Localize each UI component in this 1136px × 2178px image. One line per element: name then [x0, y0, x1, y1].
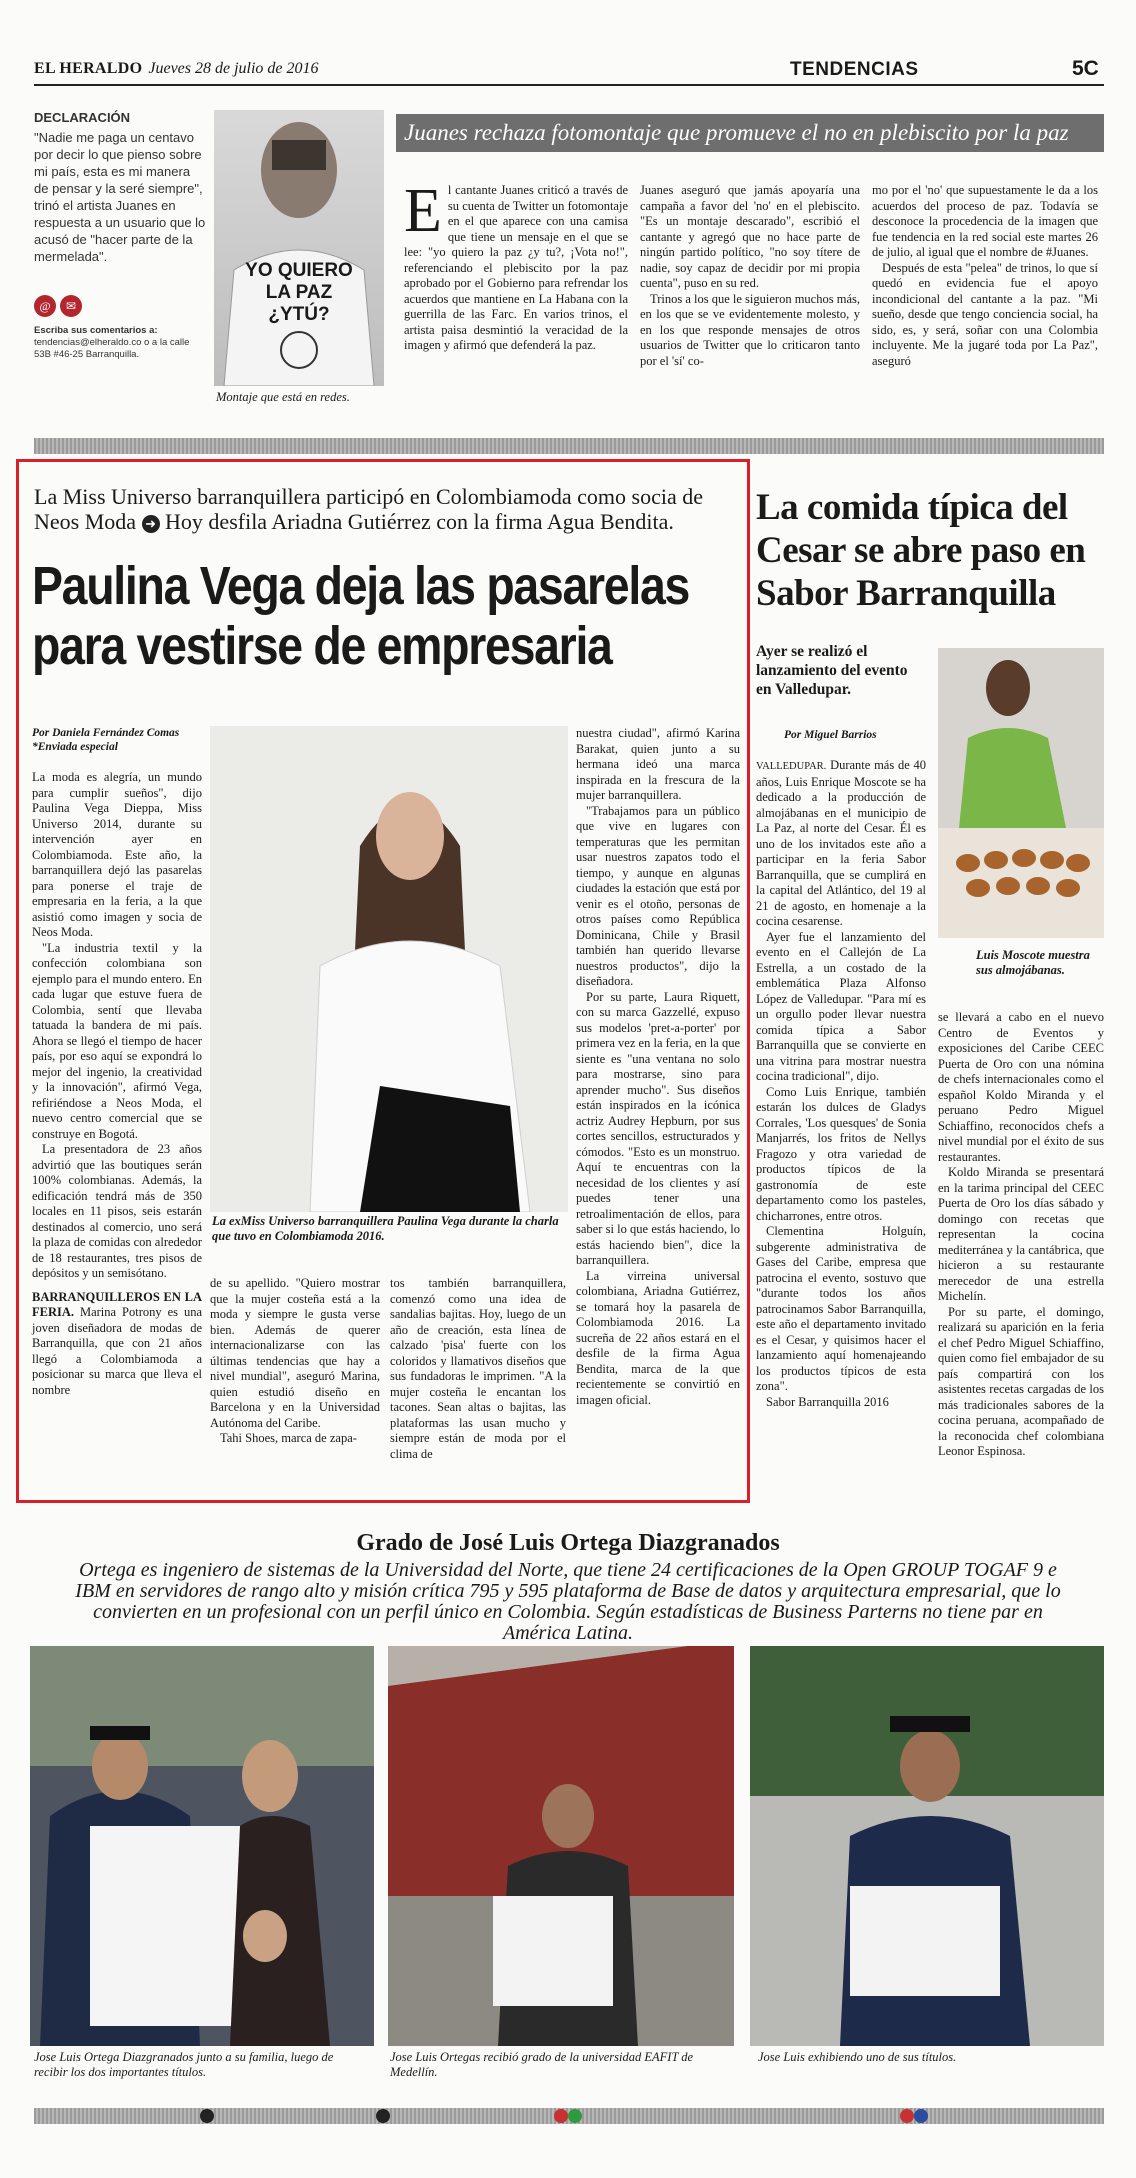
paulina-col-4c: Por su parte, Laura Riquett, con su marca Gazzellé, expuso sus modelos 'pret-a-porter' por primera vez en la feria, en la que siente es "una ventana no solo para mostrarse, sino para aprender mucho". Sus diseños están inspirados en la icónica actriz Audrey Hepburn, por sus cortes sencillos, estructurados y cómodos. "Esto es un monstruo. Aquí te encuentras con la necesidad de los clientes y así puedes tener una retroalimentación de ellos, para saber si lo que estás haciendo, lo estás haciendo bien", dice la barranquillera.	[576, 989, 740, 1267]
juanes-photo	[214, 110, 384, 386]
red-dot	[554, 2109, 568, 2123]
page-number: 5C	[1072, 57, 1099, 80]
declaracion-box	[34, 110, 206, 406]
paulina-col-2	[210, 1276, 380, 1447]
paulina-col-4b: "Trabajamos para un público que vive en lugares con temperaturas que les permitan usar nuestros zapatos todo el tiempo, y aunque en algunas ciudades la estación que está por venir es el otoño, personas de otros países como República Dominicana, Chile y Brasil también han querido llevarse nuestros productos", dijo la diseñadora.	[576, 803, 740, 988]
declaracion-title: DECLARACIÓN	[34, 110, 131, 125]
juanes-illustration	[214, 110, 384, 386]
diploma-caption: Jose Luis exhibiendo uno de sus títulos.	[758, 2050, 957, 2064]
juanes-photo-caption: Montaje que está en redes.	[216, 390, 350, 404]
paulina-col-3a: tos también barranquillera, comenzó como una idea de sandalias bajitas. Hoy, luego de un año de creación, esta línea de calzado 'pisa' fuerte con los coloridos y llamativos diseños que sus fundadoras le imprimen. "A la mujer costeña le encantan los tacones. Sean altas o bajitas, las plataformas las usan mucho y siempre están de moda por el clima de	[390, 1276, 566, 1461]
paulina-col-4d: La virreina universal colombiana, Ariadna Gutiérrez, se tomará hoy la pasarela de Colombiamoda 2016. La sucreña de 22 años estará en el desfile de la firma Agua Bendita, marca de la que recientemente se convirtió en imagen oficial.	[576, 1268, 740, 1407]
paulina-col-1b: "La industria textil y la confección colombiana son ejemplo para el mundo entero. En cada lugar que estuve fuera de Colombia, sentí que llevaba tatuada la bandera de mi país. Ahora se llegó el tiempo de hacer país, por eso aquí se expondrá lo mejor del ingenio, la creatividad y la innovación", afirmó Vega, refiriéndose a Neos Moda, el nuevo centro comercial que se construye en Bogotá.	[32, 940, 202, 1141]
issue-date: Jueves 28 de julio de 2016	[148, 60, 319, 77]
cesar-col-1b: Ayer fue el lanzamiento del evento en el Callejón de La Estrella, a un costado de la emblemática Plaza Alfonso López de Valledupar. "Para mí es un orgullo poder llevar nuestra comida típica a Sabor Barranquilla que se convierte en una vitrina para mostrar nuestra cocina tradicional", dijo.	[756, 929, 926, 1083]
paulina-col-3	[390, 1276, 566, 1462]
juanes-col-2a: Juanes aseguró que jamás apoyaría una campaña a favor del 'no' en el plebiscito. "Es un montaje descarado", escribió el cantante y agregó que no hace parte de ningún partido político, "no soy títere de nadie, soy capaz de decidir por mi propia cuenta", puso en su red.	[640, 183, 860, 290]
paulina-col-4	[576, 726, 740, 1408]
contact-text: tendencias@elheraldo.co o a la calle 53B #46-25 Barranquilla.	[34, 337, 190, 360]
section-divider	[34, 438, 1104, 454]
cesar-col-1e: Sabor Barranquilla 2016	[766, 1394, 889, 1409]
juanes-col-2	[640, 183, 860, 369]
paper-name: EL HERALDO	[34, 60, 143, 77]
registration-marks-4	[900, 2109, 928, 2128]
shirt-line-1: YO QUIERO	[245, 260, 353, 281]
dateline: VALLEDUPAR.	[756, 761, 827, 772]
at-icon: @	[34, 295, 56, 317]
kicker-line-2b: Hoy desfila Ariadna Gutiérrez con la firma Agua Bendita.	[165, 509, 674, 534]
headline-line-2: para vestirse de empresaria	[32, 616, 612, 676]
cesar-col-2	[938, 1010, 1104, 1460]
shirt-text	[214, 260, 384, 326]
kicker-line-2a: Neos Moda	[34, 509, 137, 534]
eafit-caption: Jose Luis Ortegas recibió grado de la universidad EAFIT de Medellín.	[390, 2050, 694, 2079]
dropcap: E	[404, 177, 442, 245]
subhead-barranquilleros: BARRANQUILLEROS EN LA FERIA.	[32, 1289, 202, 1319]
kicker-line-1: La Miss Universo barranquillera participó en Colombiamoda como socia de	[34, 484, 703, 509]
red-dot	[900, 2109, 914, 2123]
contact-icons	[34, 295, 206, 317]
registration-marks-2	[376, 2109, 390, 2128]
juanes-col-3a: mo por el 'no' que supuestamente le da a los acuerdos del proceso de paz. Todavía se desconoce la procedencia de la imagen que fue tendencia en la red social este martes 26 de julio, al igual que el nombre de #Juanes.	[872, 183, 1098, 259]
cesar-col-1c: Como Luis Enrique, también estarán los dulces de Gladys Corrales, 'Los quesques' de Sonia Manjarrés, los fritos de Nellys Fragozo y otra variedad de productos típicos de la gastronomía de este departamento como los pasteles, chicharrones, entre otros.	[756, 1084, 926, 1223]
paulina-illustration	[210, 726, 568, 1212]
juanes-col-3b: Después de esta "pelea" de trinos, lo que sí quedó en evidencia fue el apoyo incondicional del cantante a la paz. "Mi sueño, desde que tengo conciencia social, ha sido, es, y será, soñar con una Colombia incluyente. Me la jugaré toda por La Paz", aseguró	[872, 260, 1098, 368]
declaracion-quote: "Nadie me paga un centavo por decir lo que pienso sobre mi país, esta es mi manera de pensar y la seré siempre", trinó el artista Juanes en respuesta a un usuario que lo acusó de "hacer parte de la mermelada".	[34, 130, 206, 264]
eafit-illustration	[388, 1646, 734, 2046]
cesar-col-1d: Clementina Holguín, subgerente administrativa de Gases del Caribe, empresa que patrocina el evento, sostuvo que "durante todos los años patrocinamos Sabor Barranquilla, este año el departamento invitado es el Cesar, y quisimos hacer el lanzamiento aquí homenajeando los productos típicos de esta zona".	[756, 1224, 926, 1393]
paulina-col-1	[32, 770, 202, 1398]
diploma-illustration	[750, 1646, 1104, 2046]
black-dot	[376, 2109, 390, 2123]
moscote-illustration	[938, 648, 1104, 938]
paulina-kicker	[34, 484, 744, 534]
page-header	[34, 60, 319, 78]
shirt-line-3: ¿YTÚ?	[268, 304, 330, 325]
juanes-col-3	[872, 183, 1098, 369]
cesar-col-2c: Por su parte, el domingo, realizará su aparición en la feria el chef Pedro Miguel Schiaffino, quien como fiel embajador de su país compartirá con los asistentes recetas cargadas de los más tradicionales sabores de la cocina peruana, acompañado de la reconocida chef colombiana Leonor Espinosa.	[938, 1304, 1104, 1458]
contact-info	[34, 325, 206, 361]
blue-dot	[914, 2109, 928, 2123]
cesar-col-1	[756, 758, 926, 1410]
grado-title: Grado de José Luis Ortega Diazgranados	[356, 1530, 780, 1556]
paulina-col-2b: Tahi Shoes, marca de zapa-	[220, 1431, 357, 1445]
paulina-col-1d: Marina Potrony es una joven diseñadora de modas de Barranquilla, que con 21 años llegó a Colombiamoda a posicionar su marca que lleva el nombre	[32, 1305, 202, 1397]
contact-label: Escriba sus comentarios a:	[34, 325, 158, 336]
paulina-photo-caption: La exMiss Universo barranquillera Paulina Vega durante la charla que tuvo en Colombiamoda 2016.	[212, 1214, 559, 1243]
moscote-photo-caption: Luis Moscote muestra sus almojábanas.	[976, 948, 1090, 977]
arrow-icon: ➜	[142, 515, 160, 533]
cesar-col-2b: Koldo Miranda se presentará en la tarima principal del CEEC Puerta de Oro los días sábado y domingo con recetas que representan la cocina mediterránea y la cantábrica, que hicieron a su restaurante merecedor de una estrella Michelín.	[938, 1165, 1104, 1303]
registration-marks	[200, 2109, 214, 2128]
moscote-photo	[938, 648, 1104, 938]
mail-icon: ✉	[60, 295, 82, 317]
cesar-col-1a: Durante más de 40 años, Luis Enrique Moscote se ha dedicado a la producción de almojábanas en el municipio de La Paz, al norte del Cesar. Él es uno de los invitados este año a participar en la feria Sabor Barranquilla, que se cumplirá en la capital del Atlántico, del 19 al 21 de agosto, en homenaje a la cocina cesarense.	[756, 758, 926, 928]
family-illustration	[30, 1646, 374, 2046]
headline-line-1: Paulina Vega deja las pasarelas	[32, 556, 690, 616]
paulina-photo	[210, 726, 568, 1212]
juanes-title: Juanes rechaza fotomontaje que promueve el no en plebiscito por la paz	[396, 114, 1104, 152]
paulina-col-1c: La presentadora de 23 años advirtió que las boutiques serán 100% colombianas. Además, la edificación tendrá más de 350 locales en 11 pisos, seis estarán destinados al comercio, uno será la plaza de comidas con alrededor de 18 restaurantes, tres pisos de depósitos y un semisótano.	[32, 1142, 202, 1280]
shirt-line-2: LA PAZ	[265, 282, 333, 303]
section-name: TENDENCIAS	[790, 59, 919, 80]
family-caption: Jose Luis Ortega Diazgranados junto a su familia, luego de recibir los dos importantes títulos.	[34, 2050, 334, 2079]
diploma-photo	[750, 1646, 1104, 2046]
green-dot	[568, 2109, 582, 2123]
registration-marks-3	[554, 2109, 582, 2128]
header-rule	[34, 84, 1104, 86]
paulina-col-1a: La moda es alegría, un mundo para cumplir sueños", dijo Paulina Vega Dieppa, Miss Universo 2014, durante su intervención ayer en Colombiamoda. Este año, la barranquillera dejó las pasarelas para ponerse el traje de empresaria en la feria, a la que asistió como imagen y socia de Neos Moda.	[32, 770, 202, 939]
cesar-byline: Por Miguel Barrios	[784, 729, 877, 741]
family-photo	[30, 1646, 374, 2046]
paulina-byline: Por Daniela Fernández Comas *Enviada especial	[32, 727, 180, 753]
cesar-subhead: Ayer se realizó el lanzamiento del evento en Valledupar.	[756, 643, 908, 698]
cesar-headline: La comida típica del Cesar se abre paso en Sabor Barranquilla	[756, 487, 1086, 614]
grado-text: Ortega es ingeniero de sistemas de la Universidad del Norte, que tiene 24 certificaciones de la Open GROUP TOGAF 9 e IBM en servidores de rango alto y misión crítica 795 y 595 plataforma de Base de datos y arquitectura empresarial, que lo convierten en un profesional con un perfil único en Colombia. Según estadísticas de Business Parterns no tiene par en América Latina.	[75, 1559, 1061, 1644]
paulina-headline	[32, 556, 689, 676]
paulina-col-4a: nuestra ciudad", afirmó Karina Barakat, quien junto a su hermana ideó una marca inspirada en la frescura de la mujer barranquillera.	[576, 726, 740, 802]
juanes-col-1	[404, 177, 628, 354]
eafit-photo	[388, 1646, 734, 2046]
juanes-col-1-text: l cantante Juanes criticó a través de su cuenta de Twitter un fotomontaje en el que aparece con una camisa que tiene un mensaje en el que se lee: "yo quiero la paz ¿y tu?, ¡Vota no!", referenciando el plebiscito por la paz aprobado por el Gobierno para refrendar los acuerdos que mantiene en La Habana con la guerrilla de las Farc. En varios trinos, el artista paisa desmintió la veracidad de la imagen y afirmó que defenderá la paz.	[404, 183, 628, 352]
black-dot	[200, 2109, 214, 2123]
cesar-col-2a: se llevará a cabo en el nuevo Centro de Eventos y exposiciones del Caribe CEEC Puerta de Oro con una nómina de chefs internacionales como el español Koldo Miranda y el peruano Pedro Miguel Schiaffino, reconocidos chefs a nivel mundial por el éxito de sus restaurantes.	[938, 1010, 1104, 1164]
paulina-col-2a: de su apellido. "Quiero mostrar que la mujer costeña está a la moda y siempre le gusta verse bien. Además de querer internacionalizarse con las últimas tendencias que hay a nivel mundial", aseguró Marina, quien estudió diseño en Barcelona y en la Universidad Autónoma del Caribe.	[210, 1276, 380, 1430]
juanes-col-2b: Trinos a los que le siguieron muchos más, en los que se ve evidentemente molesto, y en los que responde mensajes de otros usuarios de Twitter que lo criticaron tanto por el 'sí' co-	[640, 291, 860, 368]
